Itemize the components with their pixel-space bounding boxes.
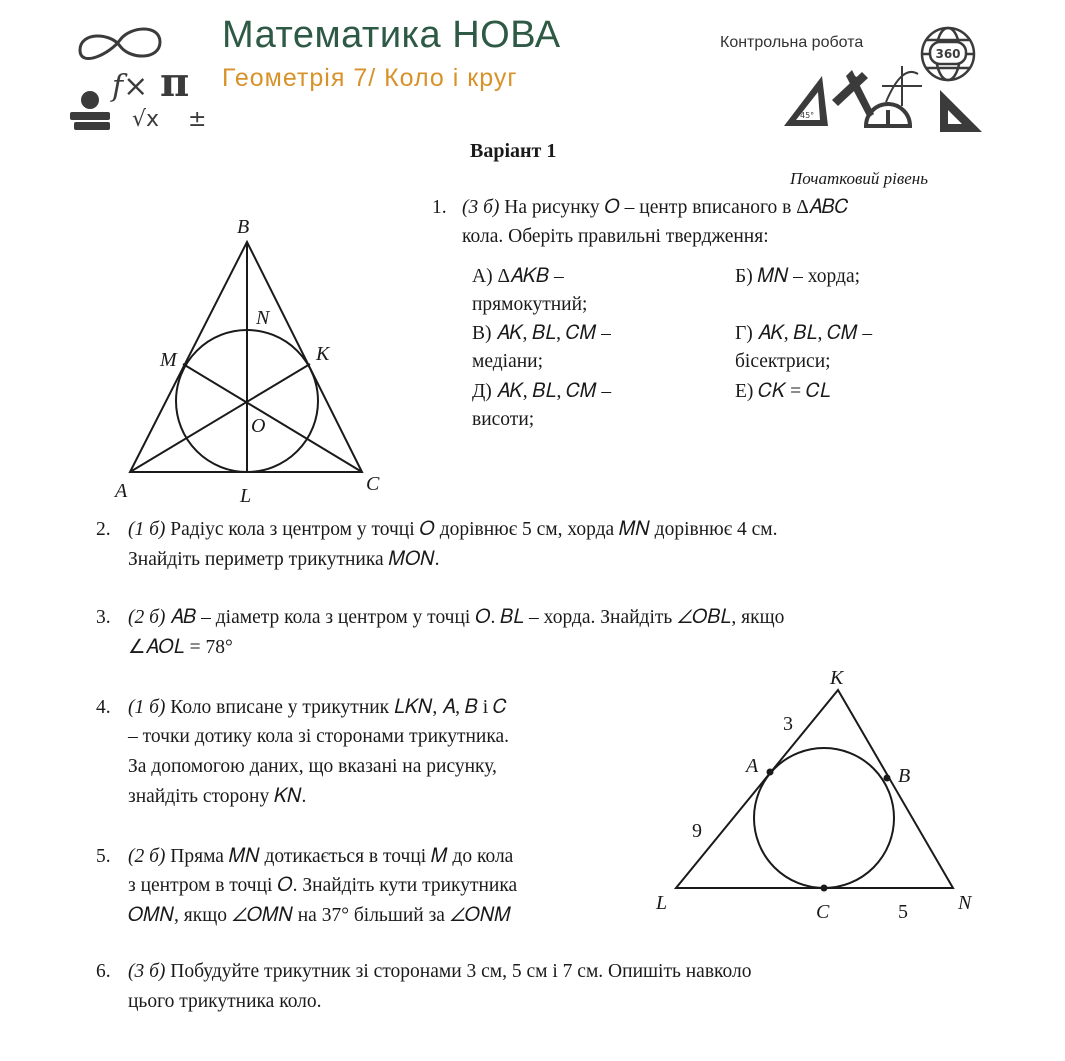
right-geometry-decoration — [770, 14, 1000, 139]
point-c-label: C — [366, 473, 380, 495]
sqrt-icon: √x — [132, 107, 160, 132]
length-ka: 3 — [783, 713, 793, 735]
task-4-text-line2: – точки дотику кола зі сторонами трикутника. — [128, 726, 510, 747]
point-a-label-2: A — [746, 755, 759, 777]
option-d-cont: висоти; — [472, 409, 535, 430]
point-n-label: N — [256, 307, 270, 329]
task-2-number: 2. — [96, 519, 111, 540]
pi-icon: π — [160, 59, 190, 106]
compass-ruler-icon — [832, 70, 874, 118]
option-d: Д) 𝐴𝐾, 𝐵𝐿, 𝐶𝑀 – — [472, 381, 612, 402]
triangle-lkn — [676, 690, 953, 888]
option-g-cont: бісектриси; — [735, 351, 831, 372]
option-e: Е) 𝐶𝐾 = 𝐶𝐿 — [735, 381, 831, 402]
infinity-icon — [80, 29, 160, 59]
task-1-points: (3 б) — [462, 197, 500, 218]
globe-icon — [922, 28, 974, 80]
task-2-text-line2: Знайдіть периметр трикутника 𝑀𝑂𝑁. — [128, 549, 440, 570]
variant-title: Варіант 1 — [470, 140, 557, 162]
apple-books-icon — [70, 91, 110, 130]
test-type-label: Контрольна робота — [720, 34, 864, 51]
point-a-label: A — [115, 480, 128, 502]
task-6-points: (3 б) — [128, 961, 166, 982]
set-square-icon — [784, 76, 828, 126]
point-b-label: B — [237, 216, 250, 238]
length-la: 9 — [692, 820, 702, 842]
triangle-ruler-icon — [940, 90, 982, 132]
task-4-text-line4: знайдіть сторону 𝐾𝑁. — [128, 786, 307, 807]
task-5-points: (2 б) — [128, 846, 166, 867]
option-v: В) 𝐴𝐾, 𝐵𝐿, 𝐶𝑀 – — [472, 323, 611, 344]
task-4-number: 4. — [96, 697, 111, 718]
globe-label: 360 — [935, 47, 961, 61]
protractor-icon — [866, 104, 910, 126]
option-g: Г) 𝐴𝐾, 𝐵𝐿, 𝐶𝑀 – — [735, 323, 873, 344]
task-6-text: Побудуйте трикутник зі сторонами 3 см, 5 см і 7 см. Опишіть навколо — [170, 961, 752, 982]
task-2-points: (1 б) — [128, 519, 166, 540]
function-icon: f× — [112, 69, 149, 104]
length-cn: 5 — [898, 901, 908, 923]
task-4-text: Коло вписане у трикутник 𝐿𝐾𝑁, 𝐴, 𝐵 і 𝐶 — [170, 697, 507, 718]
point-m-label: M — [160, 349, 177, 371]
task-4-points: (1 б) — [128, 697, 166, 718]
point-k-label: K — [316, 343, 330, 365]
task-1-number: 1. — [432, 197, 447, 218]
point-l-label: L — [240, 485, 252, 507]
task-5-text-line3: 𝑂𝑀𝑁, якщо ∠𝑂𝑀𝑁 на 37° більший за ∠𝑂𝑁𝑀 — [128, 905, 511, 926]
point-c-label-2: C — [816, 901, 830, 923]
task-3-points: (2 б) — [128, 607, 166, 628]
task-1-text-line2: кола. Оберіть правильні твердження: — [462, 226, 769, 247]
left-math-decoration — [60, 18, 220, 138]
figure-2-triangle-lkn — [650, 660, 990, 930]
tangent-point-a — [767, 769, 774, 776]
task-5-text-line2: з центром в точці 𝑂. Знайдіть кути трикутника — [128, 875, 518, 896]
point-n-label-2: N — [958, 892, 972, 914]
task-6-number: 6. — [96, 961, 111, 982]
task-4-text-line3: За допомогою даних, що вказані на рисунку, — [128, 756, 497, 777]
tangent-point-c — [821, 885, 828, 892]
task-2-text: Радіус кола з центром у точці 𝑂 дорівнює 5 см, хорда 𝑀𝑁 дорівнює 4 см. — [170, 519, 778, 540]
option-b: Б) 𝑀𝑁 – хорда; — [735, 266, 861, 287]
task-3-number: 3. — [96, 607, 111, 628]
task-1-text: На рисунку 𝑂 – центр вписаного в Δ𝐴𝐵𝐶 — [504, 197, 849, 218]
task-3-text-line2: ∠𝐴𝑂𝐿 = 78° — [128, 637, 233, 658]
option-a: А) Δ𝐴𝐾𝐵 – — [472, 266, 564, 287]
coordinate-axes-icon — [882, 66, 922, 106]
incircle-lkn — [754, 748, 894, 888]
difficulty-level: Початковий рівень — [790, 169, 928, 188]
point-b-label-2: B — [898, 765, 911, 787]
brand-title: Математика НОВА — [222, 14, 561, 56]
task-5-number: 5. — [96, 846, 111, 867]
task-6-text-line2: цього трикутника коло. — [128, 991, 322, 1012]
plus-minus-icon: ± — [188, 107, 207, 132]
task-5-text: Пряма 𝑀𝑁 дотикається в точці 𝑀 до кола — [170, 846, 514, 867]
angle-label: 45° — [800, 111, 815, 120]
tangent-point-b — [884, 775, 891, 782]
brand-subtitle: Геометрія 7/ Коло і круг — [222, 64, 518, 92]
option-v-cont: медіани; — [472, 351, 544, 372]
point-l-label-2: L — [656, 892, 668, 914]
point-o-label: O — [251, 415, 266, 437]
option-a-cont: прямокутний; — [472, 294, 588, 315]
point-k-label-2: K — [830, 667, 844, 689]
task-3-text: 𝐴𝐵 – діаметр кола з центром у точці 𝑂. 𝐵𝐿 – хорда. Знайдіть ∠𝑂𝐵𝐿, якщо — [170, 607, 785, 628]
figure-1-triangle-incircle — [100, 205, 400, 510]
